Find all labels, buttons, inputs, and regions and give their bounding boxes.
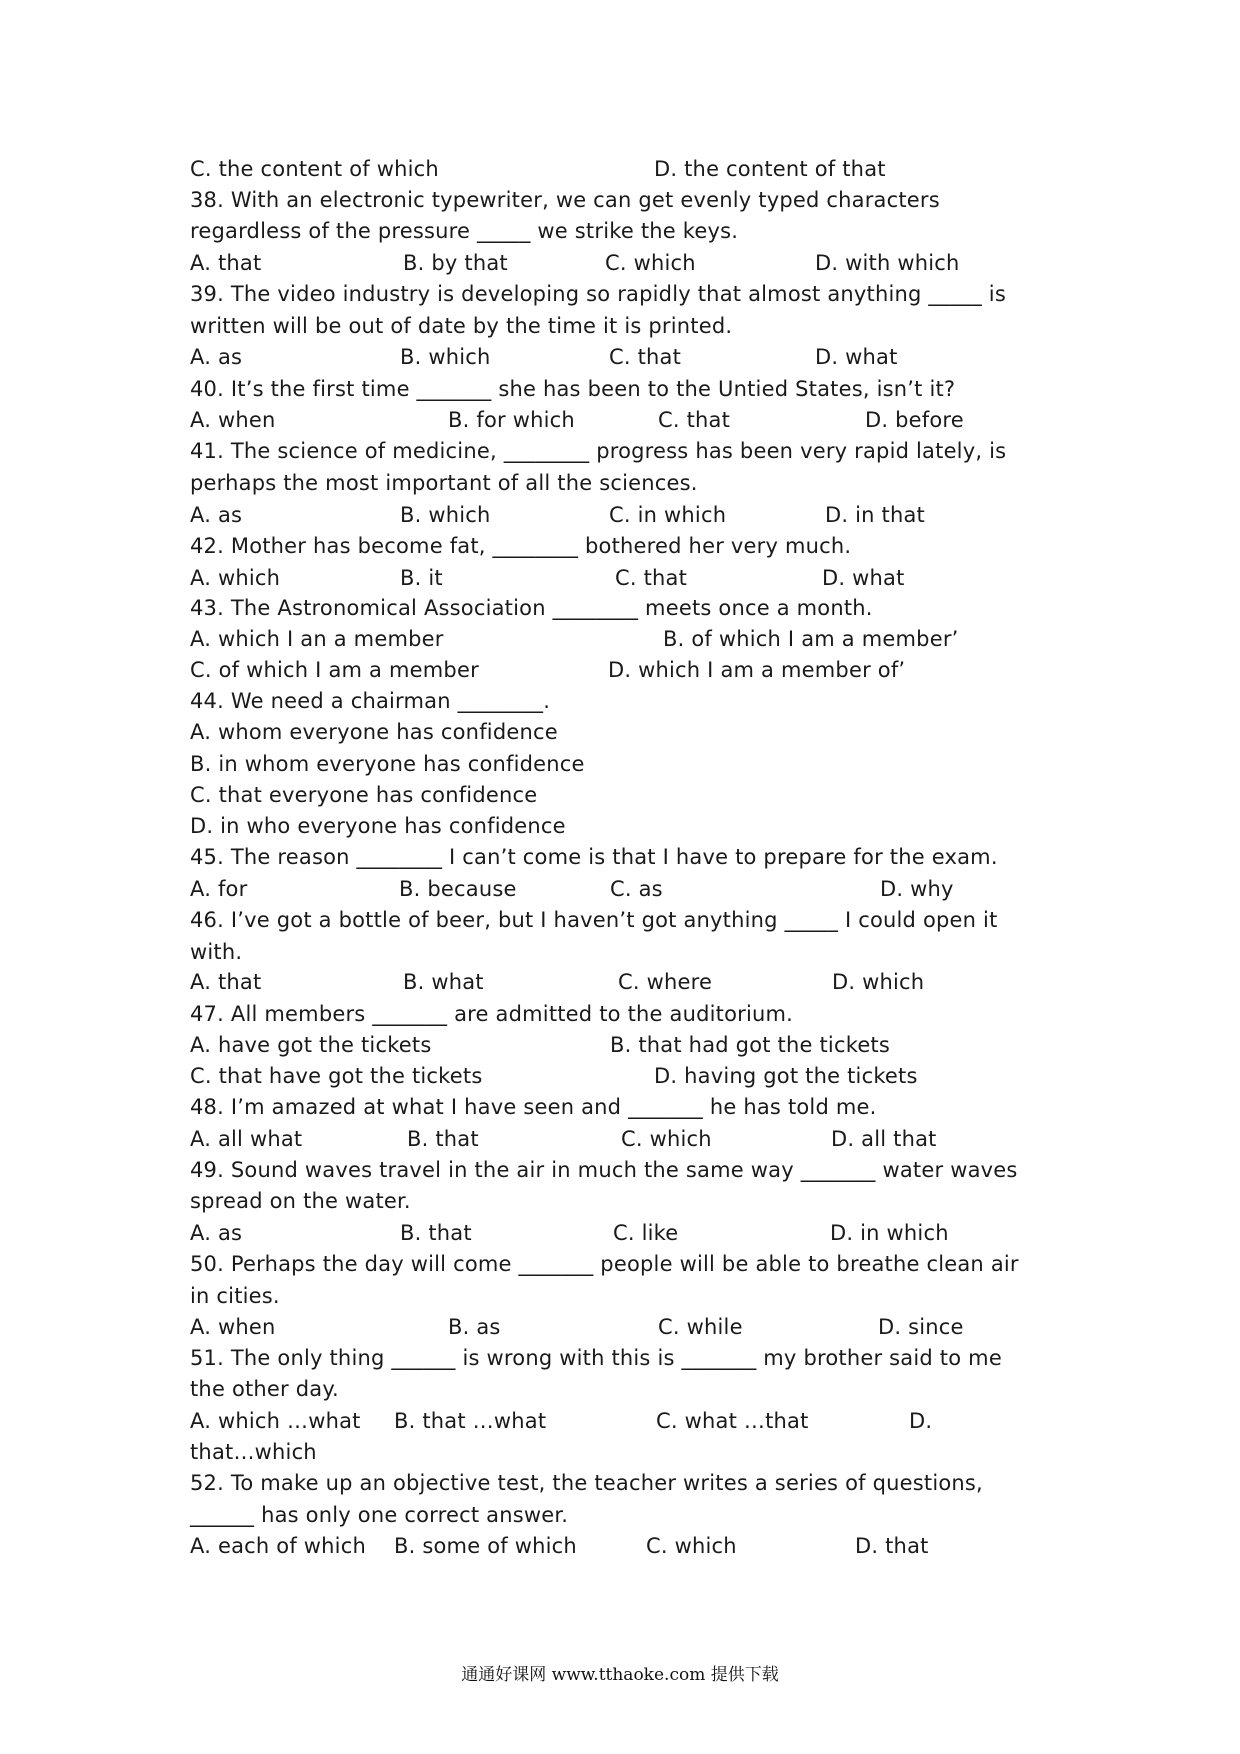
option-a: A. when — [190, 408, 276, 432]
option-a: A. as — [190, 345, 243, 369]
option-d: D. since — [878, 1315, 964, 1339]
option-d: D. which — [832, 970, 925, 994]
option-d: D. what — [815, 345, 898, 369]
question-text: 42. Mother has become fat, ________ bothered her very much. — [190, 534, 852, 558]
option-b: B. of which I am a member’ — [663, 627, 959, 651]
option-d: D. in which — [830, 1221, 949, 1245]
option-d-continued: that…which — [190, 1440, 317, 1464]
option-c: C. that have got the tickets — [190, 1064, 483, 1088]
option-a: A. all what — [190, 1127, 303, 1151]
question-text: written will be out of date by the time it is printed. — [190, 314, 733, 338]
option-b: B. it — [400, 566, 443, 590]
question-text: 44. We need a chairman ________. — [190, 689, 551, 713]
option-a: A. for — [190, 877, 248, 901]
question-text: 48. I’m amazed at what I have seen and _______ he has told me. — [190, 1095, 877, 1119]
page-footer: 通通好课网 www.tthaoke.com 提供下载 — [461, 1665, 779, 1685]
question-text: 38. With an electronic typewriter, we can get evenly typed characters — [190, 188, 940, 212]
question-text: 43. The Astronomical Association ________ meets once a month. — [190, 596, 873, 620]
option-a: A. that — [190, 251, 262, 275]
option-c: C. the content of which — [190, 157, 439, 181]
option-b: B. as — [448, 1315, 501, 1339]
option-a: A. which — [190, 566, 281, 590]
question-text: 39. The video industry is developing so rapidly that almost anything _____ is — [190, 282, 1006, 306]
option-a: A. have got the tickets — [190, 1033, 432, 1057]
option-b: B. for which — [448, 408, 575, 432]
option-a: A. whom everyone has confidence — [190, 720, 558, 744]
option-c: C. which — [605, 251, 696, 275]
option-c: C. what …that — [656, 1409, 809, 1433]
question-text: 51. The only thing ______ is wrong with this is _______ my brother said to me — [190, 1346, 1002, 1370]
question-text: 46. I’ve got a bottle of beer, but I haven’t got anything _____ I could open it — [190, 908, 998, 932]
option-b: B. that — [400, 1221, 472, 1245]
option-b: B. which — [400, 503, 491, 527]
option-d: D. in who everyone has confidence — [190, 814, 566, 838]
question-text: regardless of the pressure _____ we strike the keys. — [190, 219, 739, 243]
question-text: with. — [190, 940, 243, 964]
option-b: B. by that — [403, 251, 508, 275]
option-c: C. that — [609, 345, 682, 369]
option-d: D. before — [865, 408, 964, 432]
option-d: D. — [909, 1409, 933, 1433]
option-d: D. with which — [815, 251, 960, 275]
option-b: B. that had got the tickets — [610, 1033, 891, 1057]
option-c: C. of which I am a member — [190, 658, 479, 682]
option-c: C. where — [618, 970, 713, 994]
question-text: 50. Perhaps the day will come _______ people will be able to breathe clean air — [190, 1252, 1019, 1276]
question-text: 45. The reason ________ I can’t come is that I have to prepare for the exam. — [190, 845, 998, 869]
option-d: D. having got the tickets — [654, 1064, 918, 1088]
question-text: the other day. — [190, 1377, 339, 1401]
option-c: C. that — [658, 408, 731, 432]
option-b: B. what — [403, 970, 484, 994]
question-text: 41. The science of medicine, ________ progress has been very rapid lately, is — [190, 439, 1007, 463]
option-b: B. because — [399, 877, 517, 901]
option-d: D. why — [880, 877, 954, 901]
option-b: B. that — [407, 1127, 479, 1151]
question-text: 49. Sound waves travel in the air in much the same way _______ water waves — [190, 1158, 1018, 1182]
question-text: 47. All members _______ are admitted to the auditorium. — [190, 1002, 794, 1026]
option-a: A. which I an a member — [190, 627, 444, 651]
option-c: C. which — [621, 1127, 712, 1151]
question-text: in cities. — [190, 1284, 280, 1308]
question-text: 52. To make up an objective test, the teacher writes a series of questions, — [190, 1471, 983, 1495]
option-a: A. as — [190, 503, 243, 527]
option-b: B. in whom everyone has confidence — [190, 752, 585, 776]
option-c: C. that everyone has confidence — [190, 783, 538, 807]
option-b: B. some of which — [394, 1534, 577, 1558]
option-a: A. which …what — [190, 1409, 361, 1433]
option-c: C. as — [610, 877, 663, 901]
option-c: C. in which — [609, 503, 727, 527]
question-text: perhaps the most important of all the sciences. — [190, 471, 698, 495]
option-b: B. that …what — [394, 1409, 547, 1433]
option-d: D. which I am a member of’ — [608, 658, 906, 682]
option-a: A. each of which — [190, 1534, 366, 1558]
option-c: C. which — [646, 1534, 737, 1558]
option-d: D. what — [822, 566, 905, 590]
option-a: A. that — [190, 970, 262, 994]
option-b: B. which — [400, 345, 491, 369]
option-c: C. that — [615, 566, 688, 590]
option-d: D. all that — [831, 1127, 937, 1151]
option-c: C. while — [658, 1315, 743, 1339]
option-c: C. like — [613, 1221, 679, 1245]
option-d: D. the content of that — [654, 157, 886, 181]
option-a: A. when — [190, 1315, 276, 1339]
option-a: A. as — [190, 1221, 243, 1245]
question-text: spread on the water. — [190, 1189, 411, 1213]
option-d: D. that — [855, 1534, 929, 1558]
option-d: D. in that — [825, 503, 925, 527]
question-text: 40. It’s the first time _______ she has been to the Untied States, isn’t it? — [190, 377, 956, 401]
question-text: ______ has only one correct answer. — [190, 1503, 569, 1527]
